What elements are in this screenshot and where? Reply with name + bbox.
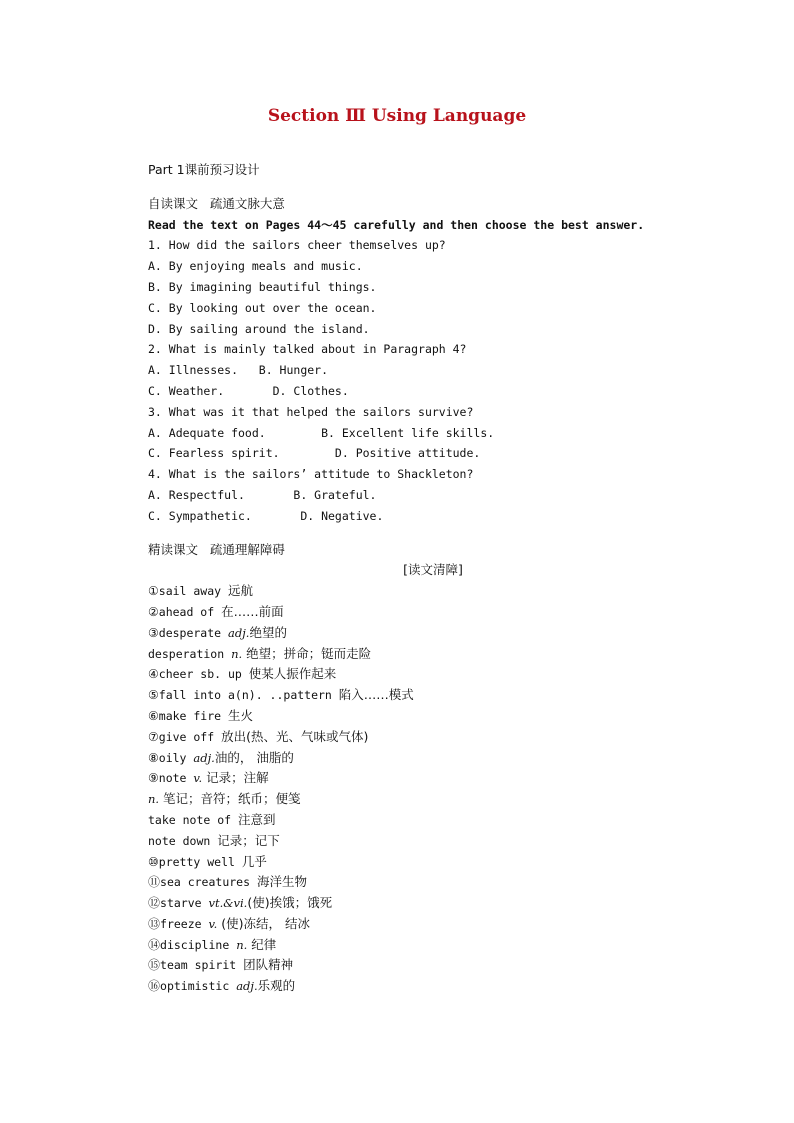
vocab-meaning: 在……前面 [221,603,284,619]
option: A. Respectful. B. Grateful. [148,487,377,502]
vocab-number: ⑩ [148,854,159,869]
question-1 [148,235,708,339]
vocab-item [148,748,708,769]
vocab-meaning: 乐观的 [257,978,296,994]
vocab-meaning: 油的， 油脂的 [214,749,294,765]
vocab-pos: adj. [193,750,215,765]
vocab-pos: n. [148,792,160,807]
vocab-list [148,581,708,997]
vocab-term: fall into a(n). ..pattern [158,688,339,703]
vocab-term: cheer sb. up [158,667,249,682]
vocab-item [148,831,708,852]
vocab-meaning: 生火 [228,707,254,723]
vocab-term: oily [158,750,194,765]
vocab-item [148,810,708,831]
vocab-meaning: 远航 [228,583,254,599]
vocab-term: take note of [148,812,239,827]
vocab-term: pretty well [158,854,242,869]
option: C. Fearless spirit. D. Positive attitude. [148,446,481,461]
option: C. Sympathetic. D. Negative. [148,508,384,523]
vocab-meaning: 绝望的 [249,624,287,640]
vocab-item [148,935,708,956]
vocab-number: ⑪ [148,875,161,890]
vocab-number: ⑤ [148,688,159,703]
vocab-item [148,644,708,665]
vocab-meaning: 注意到 [238,811,276,827]
vocab-number: ② [148,604,159,619]
vocab-pos: adj. [228,625,250,640]
vocab-term: sea creatures [160,875,257,890]
vocab-number: ③ [148,625,159,640]
section1-heading: 自读课文 疏通文脉大意 [148,195,285,211]
vocab-term: note down [148,833,218,848]
vocab-item [148,852,708,873]
vocab-meaning: 记录；记下 [217,832,280,848]
vocab-term: starve [160,896,209,911]
question-2 [148,339,708,401]
vocab-meaning: 海洋生物 [256,874,307,890]
option: A. By enjoying meals and music. [148,259,363,274]
vocab-item [148,581,708,602]
vocab-pos: v. [193,771,203,786]
vocab-term: make fire [158,708,229,723]
vocab-item [148,602,708,623]
question-text: 2. What is mainly talked about in Paragraph 4? [148,342,467,357]
vocab-meaning: 使某人振作起来 [248,666,337,682]
question-text: 1. How did the sailors cheer themselves up? [148,238,446,253]
section2-heading: 精读课文 疏通理解障碍 [148,541,285,557]
vocab-meaning: (使)挨饿；饿死 [247,895,333,911]
vocab-pos: adj. [236,979,258,994]
vocab-term: give off [158,729,222,744]
vocab-number: ⑫ [148,896,161,911]
vocab-meaning: (使)冻结， 结冰 [217,915,310,931]
vocab-pos: n. [236,937,248,952]
vocab-item [148,768,708,789]
option: C. Weather. D. Clothes. [148,383,349,398]
vocab-number: ① [148,584,159,599]
reading-instruction: Read the text on Pages 44～45 carefully and then choose the best answer. [148,217,645,232]
vocab-term: ahead of [158,604,222,619]
vocab-number: ⑧ [148,750,159,765]
vocab-meaning: 笔记；音符；纸币；便笺 [159,791,301,807]
vocab-item [148,914,708,935]
vocab-item [148,976,708,997]
page-title: Section Ⅲ Using Language [267,106,527,126]
vocab-item [148,623,708,644]
vocab-item [148,955,708,976]
vocab-meaning: 陷入……模式 [338,687,414,703]
option: B. By imagining beautiful things. [148,279,377,294]
vocab-pos: vt.&vi. [208,896,248,911]
vocab-item [148,706,708,727]
question-4 [148,464,708,526]
vocab-number: ⑦ [148,729,159,744]
vocab-pos: v. [208,916,218,931]
vocab-term: freeze [160,916,209,931]
vocab-number: ⑭ [148,937,161,952]
vocab-term: team spirit [160,958,244,973]
vocab-meaning: 几乎 [241,853,267,869]
question-text: 4. What is the sailors’ attitude to Shackleton? [148,467,474,482]
vocab-item [148,664,708,685]
option: D. By sailing around the island. [148,321,370,336]
vocab-meaning: 团队精神 [243,957,294,973]
vocab-term: note [158,771,194,786]
vocab-item [148,893,708,914]
vocab-number: ⑬ [148,916,161,931]
section2-subheading: [读文清障] [403,562,463,578]
vocab-number: ⑮ [148,958,161,973]
vocab-number: ⑥ [148,708,159,723]
part-heading: Part 1课前预习设计 [148,162,260,177]
vocab-item [148,685,708,706]
vocab-meaning: 纪律 [247,936,277,952]
question-text: 3. What was it that helped the sailors survive? [148,404,474,419]
vocab-item [148,727,708,748]
vocab-meaning: 记录；注解 [202,770,269,786]
vocab-pos: n. [231,646,243,661]
document-body [148,160,708,997]
question-3 [148,402,708,464]
vocab-number: ④ [148,667,159,682]
vocab-term: discipline [160,937,237,952]
vocab-term: sail away [158,584,229,599]
vocab-meaning: 绝望；拼命；铤而走险 [242,645,372,661]
vocab-term: desperation [148,646,232,661]
vocab-meaning: 放出(热、光、气味或气体) [221,728,369,744]
option: C. By looking out over the ocean. [148,300,377,315]
vocab-number: ⑨ [148,771,159,786]
vocab-term: optimistic [160,979,237,994]
vocab-term: desperate [158,625,229,640]
vocab-item [148,872,708,893]
vocab-item [148,789,708,810]
vocab-number: ⑯ [148,979,161,994]
option: A. Adequate food. B. Excellent life skills. [148,425,495,440]
option: A. Illnesses. B. Hunger. [148,363,329,378]
